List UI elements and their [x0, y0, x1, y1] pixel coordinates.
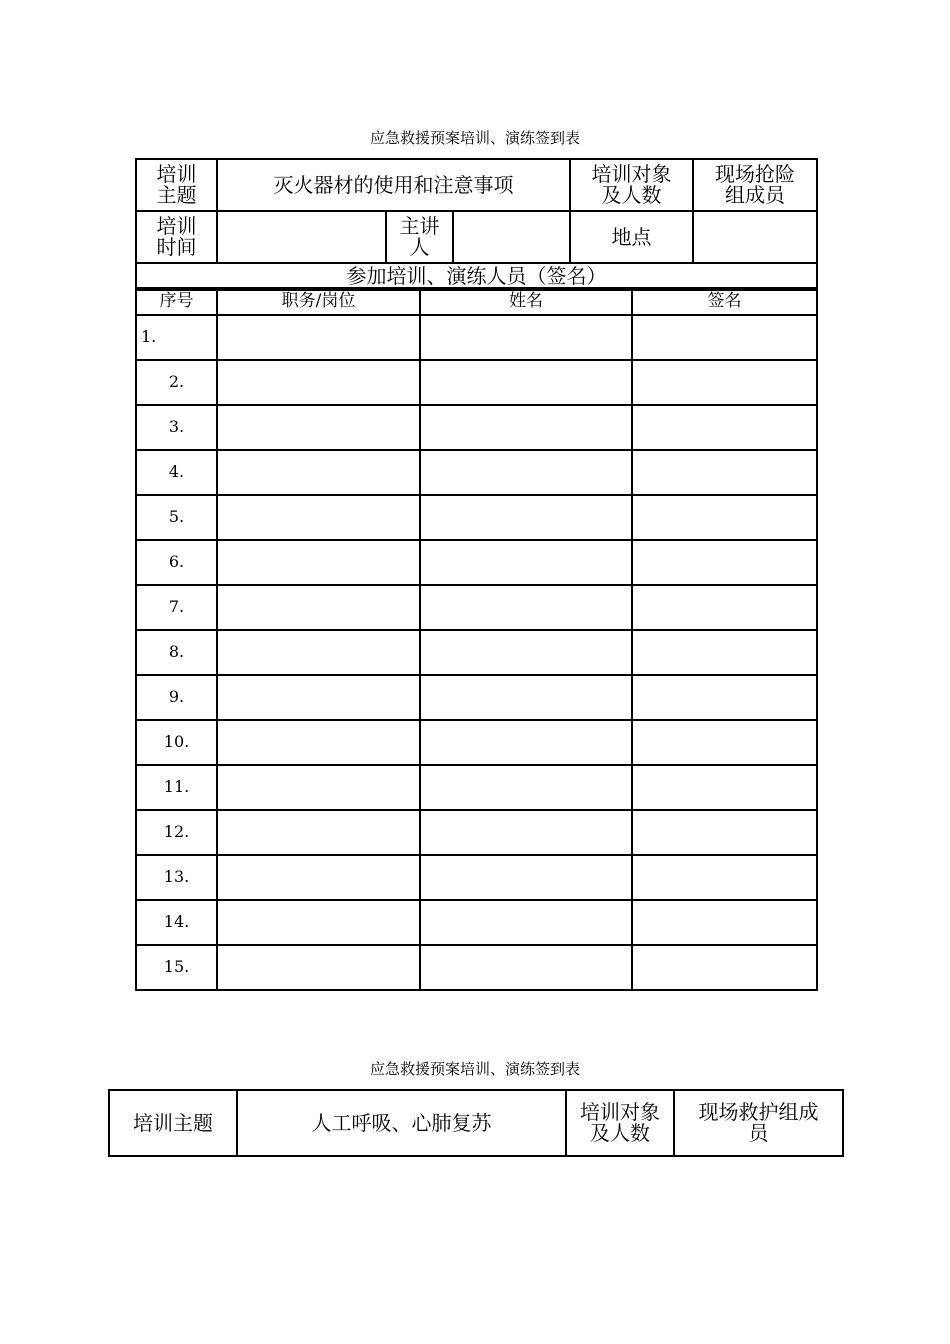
- signature-cell[interactable]: [632, 675, 817, 720]
- name-cell[interactable]: [420, 765, 632, 810]
- form1-signin-table: [135, 287, 818, 991]
- col-header-position: 职务/岗位: [217, 288, 420, 315]
- form2-topic-label: 培训主题: [109, 1090, 237, 1156]
- signature-cell[interactable]: [632, 855, 817, 900]
- position-cell[interactable]: [217, 495, 420, 540]
- form2-header-table: [108, 1089, 844, 1157]
- signature-cell[interactable]: [632, 495, 817, 540]
- row-index: 15.: [136, 945, 217, 990]
- target-label: 培训对象及人数: [570, 159, 693, 211]
- name-cell[interactable]: [420, 630, 632, 675]
- signature-cell[interactable]: [632, 360, 817, 405]
- row-index: 5.: [136, 495, 217, 540]
- row-index: 6.: [136, 540, 217, 585]
- participants-header: 参加培训、演练人员（签名）: [136, 263, 817, 290]
- row-index: 13.: [136, 855, 217, 900]
- topic-label: 培训主题: [136, 159, 217, 211]
- table-row: [136, 810, 817, 855]
- col-header-index: 序号: [136, 288, 217, 315]
- name-cell[interactable]: [420, 720, 632, 765]
- position-cell[interactable]: [217, 675, 420, 720]
- table-row: [136, 585, 817, 630]
- position-cell[interactable]: [217, 540, 420, 585]
- row-index: 14.: [136, 900, 217, 945]
- signature-cell[interactable]: [632, 450, 817, 495]
- table-row: [136, 945, 817, 990]
- signature-cell[interactable]: [632, 405, 817, 450]
- col-header-signature: 签名: [632, 288, 817, 315]
- signature-cell[interactable]: [632, 630, 817, 675]
- signature-cell[interactable]: [632, 585, 817, 630]
- name-cell[interactable]: [420, 855, 632, 900]
- time-value[interactable]: [217, 211, 386, 263]
- speaker-label: 主讲人: [386, 211, 453, 263]
- table-row: [136, 495, 817, 540]
- name-cell[interactable]: [420, 945, 632, 990]
- table-row: [136, 405, 817, 450]
- row-index: 9.: [136, 675, 217, 720]
- signature-cell[interactable]: [632, 315, 817, 360]
- signature-cell[interactable]: [632, 540, 817, 585]
- position-cell[interactable]: [217, 405, 420, 450]
- name-cell[interactable]: [420, 675, 632, 720]
- form2-title: 应急救援预案培训、演练签到表: [369, 1060, 580, 1078]
- form1-header-table: [135, 158, 818, 291]
- row-index: 11.: [136, 765, 217, 810]
- row-index: 4.: [136, 450, 217, 495]
- position-cell[interactable]: [217, 720, 420, 765]
- name-cell[interactable]: [420, 900, 632, 945]
- row-index: 8.: [136, 630, 217, 675]
- position-cell[interactable]: [217, 855, 420, 900]
- place-value[interactable]: [693, 211, 817, 263]
- position-cell[interactable]: [217, 945, 420, 990]
- table-row: [136, 675, 817, 720]
- name-cell[interactable]: [420, 360, 632, 405]
- name-cell[interactable]: [420, 540, 632, 585]
- form1-title: 应急救援预案培训、演练签到表: [369, 129, 580, 147]
- signature-cell[interactable]: [632, 720, 817, 765]
- team-label: 现场抢险组成员: [693, 159, 817, 211]
- table-row: [136, 855, 817, 900]
- speaker-value[interactable]: [453, 211, 570, 263]
- table-row: [136, 540, 817, 585]
- name-cell[interactable]: [420, 315, 632, 360]
- name-cell[interactable]: [420, 450, 632, 495]
- position-cell[interactable]: [217, 765, 420, 810]
- table-row: [136, 900, 817, 945]
- signature-cell[interactable]: [632, 900, 817, 945]
- form2-target-label: 培训对象及人数: [566, 1090, 674, 1156]
- row-index: 2.: [136, 360, 217, 405]
- position-cell[interactable]: [217, 450, 420, 495]
- name-cell[interactable]: [420, 495, 632, 540]
- name-cell[interactable]: [420, 405, 632, 450]
- form2-team-label: 现场救护组成员: [674, 1090, 843, 1156]
- row-index: 1.: [136, 315, 217, 360]
- name-cell[interactable]: [420, 585, 632, 630]
- row-index: 3.: [136, 405, 217, 450]
- name-cell[interactable]: [420, 810, 632, 855]
- position-cell[interactable]: [217, 585, 420, 630]
- time-label: 培训时间: [136, 211, 217, 263]
- table-row: [136, 360, 817, 405]
- row-index: 12.: [136, 810, 217, 855]
- table-row: [136, 720, 817, 765]
- row-index: 10.: [136, 720, 217, 765]
- position-cell[interactable]: [217, 360, 420, 405]
- table-row: [136, 450, 817, 495]
- row-index: 7.: [136, 585, 217, 630]
- signature-cell[interactable]: [632, 765, 817, 810]
- position-cell[interactable]: [217, 315, 420, 360]
- col-header-name: 姓名: [420, 288, 632, 315]
- topic-value[interactable]: 灭火器材的使用和注意事项: [217, 159, 570, 211]
- table-row: [136, 315, 817, 360]
- position-cell[interactable]: [217, 900, 420, 945]
- table-row: [136, 630, 817, 675]
- form2-topic-value[interactable]: 人工呼吸、心肺复苏: [237, 1090, 566, 1156]
- signature-cell[interactable]: [632, 810, 817, 855]
- place-label: 地点: [570, 211, 693, 263]
- table-row: [136, 765, 817, 810]
- position-cell[interactable]: [217, 630, 420, 675]
- position-cell[interactable]: [217, 810, 420, 855]
- signature-cell[interactable]: [632, 945, 817, 990]
